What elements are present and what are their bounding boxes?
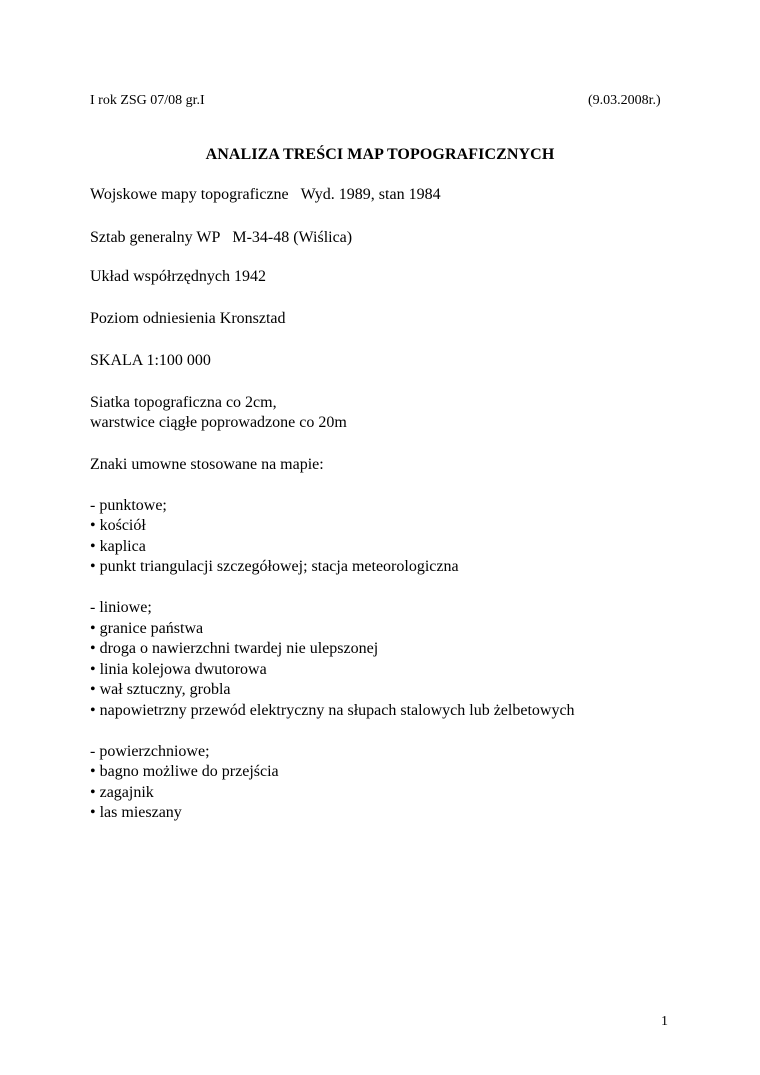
- list-item: • zagajnik: [90, 784, 154, 801]
- header-date: (9.03.2008r.): [588, 93, 661, 108]
- list-item: • napowietrzny przewód elektryczny na słupach stalowych lub żelbetowych: [90, 702, 575, 719]
- list-item: • droga o nawierzchni twardej nie ulepszonej: [90, 640, 379, 657]
- document-title: ANALIZA TREŚCI MAP TOPOGRAFICZNYCH: [205, 146, 555, 163]
- grid-info: Siatka topograficzna co 2cm,: [90, 394, 277, 411]
- line-symbols-heading: - liniowe;: [90, 599, 152, 616]
- list-item: • linia kolejowa dwutorowa: [90, 661, 267, 678]
- list-item: • las mieszany: [90, 804, 182, 821]
- list-item: • bagno możliwe do przejścia: [90, 763, 279, 780]
- list-item: • punkt triangulacji szczegółowej; stacja meteorologiczna: [90, 558, 459, 575]
- page-number: 1: [661, 1014, 668, 1029]
- list-item: • wał sztuczny, grobla: [90, 681, 231, 698]
- maps-edition: Wyd. 1989, stan 1984: [300, 186, 441, 203]
- map-scale: SKALA 1:100 000: [90, 352, 211, 369]
- coordinate-system: Układ współrzędnych 1942: [90, 268, 266, 285]
- symbols-intro: Znaki umowne stosowane na mapie:: [90, 456, 324, 473]
- list-item: • kościół: [90, 517, 146, 534]
- point-symbols-heading: - punktowe;: [90, 497, 167, 514]
- contour-info: warstwice ciągłe poprowadzone co 20m: [90, 414, 347, 431]
- staff-label: Sztab generalny WP: [90, 229, 221, 246]
- area-symbols-heading: - powierzchniowe;: [90, 743, 210, 760]
- maps-label: Wojskowe mapy topograficzne: [90, 186, 289, 203]
- list-item: • granice państwa: [90, 620, 204, 637]
- header-course: I rok ZSG 07/08 gr.I: [90, 93, 205, 108]
- maps-line: [90, 185, 441, 205]
- staff-line: [90, 228, 352, 248]
- list-item: • kaplica: [90, 538, 146, 555]
- reference-level: Poziom odniesienia Kronsztad: [90, 310, 286, 327]
- map-sheet: M-34-48 (Wiślica): [232, 229, 353, 246]
